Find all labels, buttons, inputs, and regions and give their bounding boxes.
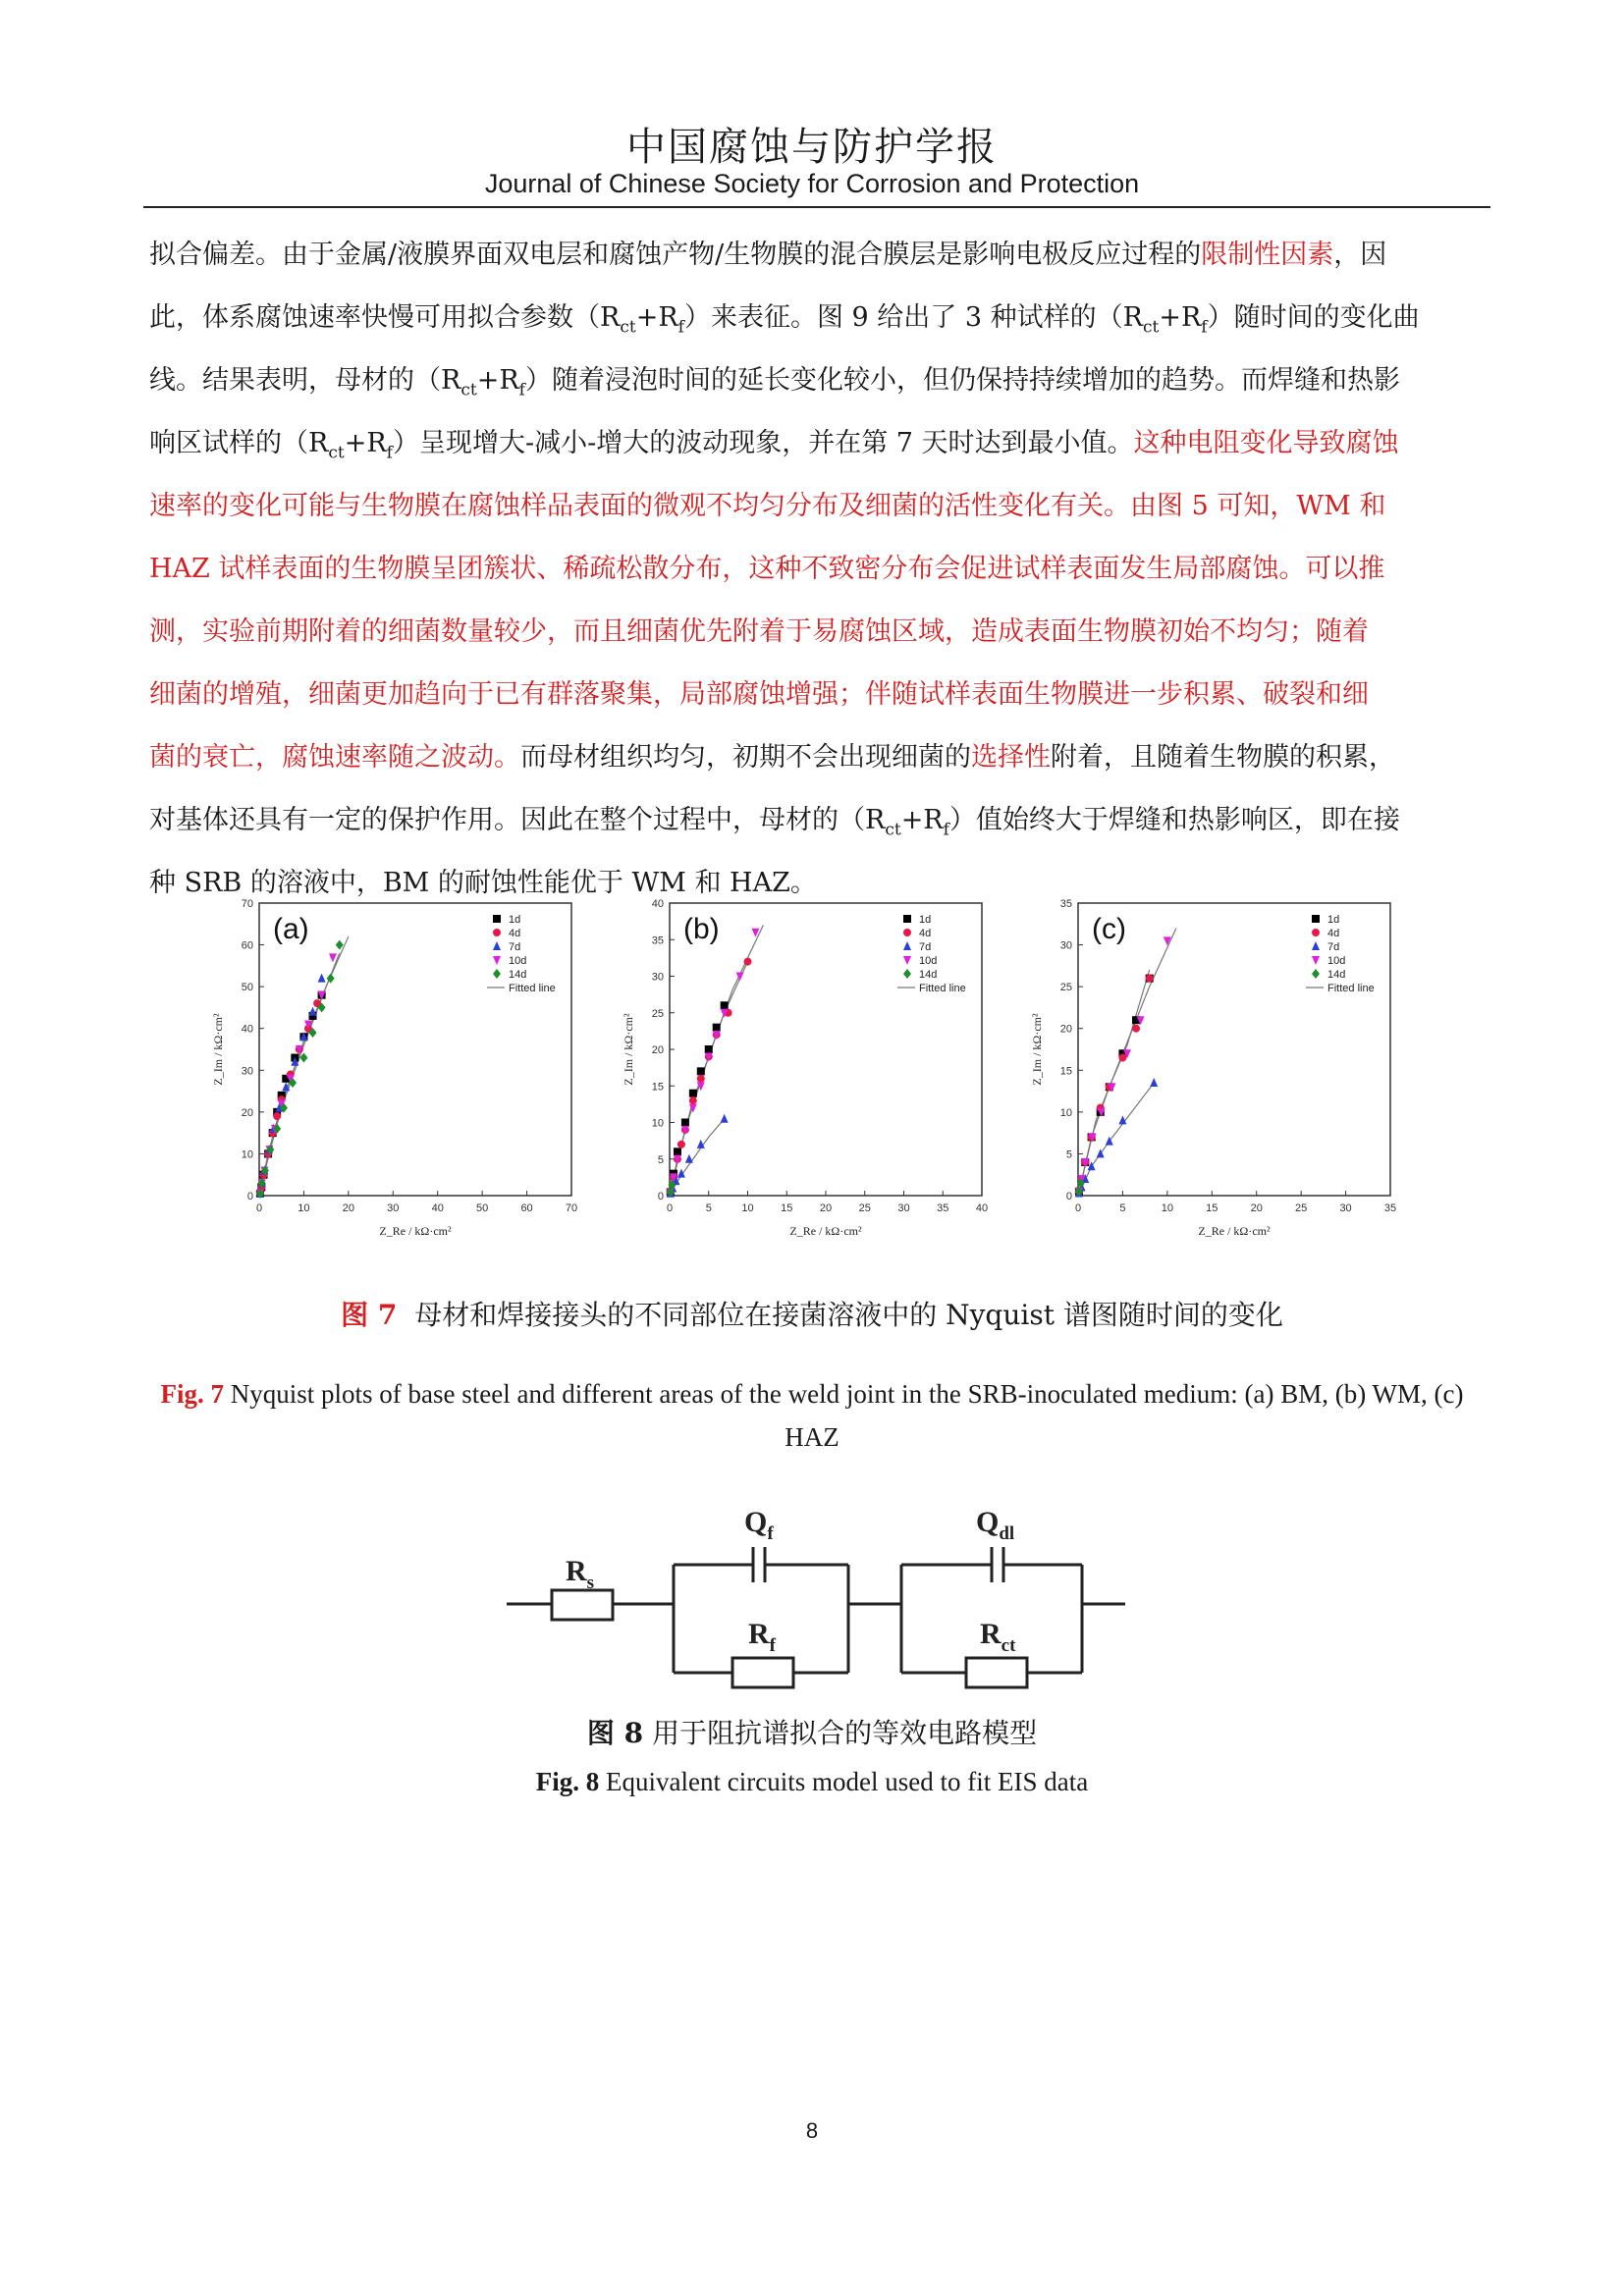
qf-label: $Q_f$ — [744, 1506, 774, 1544]
x-tick-label: 15 — [1206, 1202, 1218, 1214]
fitted-line — [259, 936, 349, 1196]
data-point-4d — [744, 958, 752, 966]
data-point-1d — [689, 1090, 697, 1097]
x-tick-label: 35 — [1383, 1202, 1397, 1214]
equivalent-circuit-diagram — [501, 1496, 1129, 1692]
legend-marker-7d — [903, 941, 911, 950]
legend-label: Fitted line — [1327, 983, 1375, 994]
data-point-7d — [721, 1114, 729, 1123]
legend-marker-14d — [1312, 969, 1320, 979]
y-tick-label: 20 — [1059, 1023, 1072, 1036]
plot-frame — [259, 903, 571, 1196]
x-tick-label: 50 — [476, 1202, 489, 1214]
text-line-8: 细菌的增殖，细菌更加趋向于已有群落聚集，局部腐蚀增强；伴随试样表面生物膜进一步积累、破裂和细 — [149, 679, 1369, 710]
x-tick-label: 0 — [1074, 1202, 1082, 1214]
x-tick-label: 35 — [937, 1202, 949, 1214]
y-tick-label: 10 — [1059, 1106, 1072, 1119]
legend-label: 14d — [509, 969, 527, 981]
y-tick-label: 10 — [651, 1117, 664, 1130]
legend-label: 7d — [919, 941, 932, 953]
panel-label: (a) — [273, 913, 309, 945]
data-point-4d — [1132, 1025, 1140, 1033]
legend-marker-1d — [903, 915, 911, 923]
text-line-4: 响区试样的$(R_{ct}+R_f)$呈现增大-减小-增大的波动现象，并在第 7 天时达到最小值。这种电阻变化导致腐蚀 — [149, 428, 1399, 463]
data-point-4d — [677, 1141, 685, 1148]
data-point-1d — [705, 1045, 713, 1053]
x-tick-label: 10 — [741, 1202, 754, 1214]
data-point-4d — [697, 1075, 705, 1083]
x-tick-label: 20 — [1250, 1202, 1263, 1214]
x-tick-label: 40 — [975, 1202, 989, 1214]
x-tick-label: 15 — [781, 1202, 793, 1214]
data-point-7d — [318, 974, 326, 983]
y-axis-label: Z_Im / kΩ·cm² — [622, 1013, 635, 1086]
legend-label: 10d — [1327, 955, 1346, 967]
x-tick-label: 5 — [705, 1202, 712, 1214]
x-tick-label: 70 — [565, 1202, 578, 1214]
x-tick-label: 30 — [387, 1202, 400, 1214]
legend-marker-1d — [1312, 915, 1320, 923]
legend-label: 1d — [919, 914, 932, 926]
y-tick-label: 5 — [1065, 1148, 1072, 1161]
data-point-14d — [336, 940, 344, 950]
y-tick-label: 0 — [657, 1191, 664, 1202]
legend-label: Fitted line — [509, 983, 556, 994]
x-tick-label: 20 — [819, 1202, 833, 1214]
x-tick-label: 20 — [342, 1202, 354, 1214]
fitted-line — [259, 953, 340, 1196]
figure-7-caption-en: Fig. 7 Nyquist plots of base steel and different areas of the weld joint in the SRB-inoculated medium: (a) BM, (b) WM, (c) HAZ — [160, 1379, 1464, 1452]
nyquist-chart-a — [208, 895, 621, 1258]
panel-label: (b) — [683, 913, 720, 945]
y-tick-label: 15 — [1059, 1065, 1072, 1078]
y-tick-label: 20 — [241, 1106, 253, 1119]
legend-label: 14d — [919, 969, 938, 981]
x-tick-label: 40 — [431, 1202, 444, 1214]
y-axis-label: Z_Im / kΩ·cm² — [211, 1013, 225, 1086]
x-tick-label: 0 — [666, 1202, 674, 1214]
x-tick-label: 10 — [1161, 1202, 1173, 1214]
text-line-2: 此，体系腐蚀速率快慢可用拟合参数$(R_{ct}+R_f)$来表征。图 9 给出了 3 种试样的$(R_{ct}+R_f)$随时间的变化曲 — [149, 302, 1420, 338]
y-tick-label: 20 — [651, 1044, 664, 1056]
x-tick-label: 30 — [897, 1202, 910, 1214]
legend-marker-10d — [493, 956, 501, 965]
figure-8-caption-en: Fig. 8 Equivalent circuits model used to fit EIS data — [535, 1767, 1089, 1796]
legend-label: 1d — [1327, 914, 1340, 926]
legend-label: 10d — [509, 955, 527, 967]
text-line-10: 对基体还具有一定的保护作用。因此在整个过程中，母材的$(R_{ct}+R_f)$值始终大于焊缝和热影响区，即在接 — [149, 805, 1400, 840]
legend-marker-14d — [903, 969, 911, 979]
data-point-10d — [329, 953, 337, 962]
legend-marker-7d — [1312, 941, 1320, 950]
text-line-3: 线。结果表明，母材的$(R_{ct}+R_f)$随着浸泡时间的延长变化较小，但仍保持持续增加的趋势。而焊缝和热影 — [149, 365, 1400, 400]
rs-label: $R_s$ — [566, 1555, 595, 1593]
figure-7-charts — [208, 895, 1455, 1258]
text-line-11: 种 SRB 的溶液中，BM 的耐蚀性能优于 WM 和 HAZ。 — [149, 868, 817, 898]
legend-marker-7d — [493, 941, 501, 950]
journal-title-en: Journal of Chinese Society for Corrosion and Protection — [484, 169, 1140, 198]
rct-label: $R_{ct}$ — [980, 1618, 1016, 1656]
y-tick-label: 35 — [1059, 898, 1072, 910]
x-tick-label: 25 — [858, 1202, 871, 1214]
legend-label: 4d — [509, 928, 521, 939]
data-point-1d — [713, 1024, 721, 1032]
y-tick-label: 30 — [1059, 939, 1072, 952]
y-tick-label: 40 — [241, 1023, 253, 1036]
data-point-4d — [1118, 1054, 1126, 1062]
y-tick-label: 30 — [651, 971, 664, 984]
data-point-1d — [674, 1148, 681, 1155]
text-line-5: 速率的变化可能与生物膜在腐蚀样品表面的微观不均匀分布及细菌的活性变化有关。由图 5 可知，WM 和 — [149, 491, 1386, 521]
y-tick-label: 50 — [241, 982, 253, 994]
body-paragraph — [149, 224, 1487, 915]
legend-label: 4d — [1327, 928, 1340, 939]
text-line-6: HAZ 试样表面的生物膜呈团簇状、稀疏松散分布，这种不致密分布会促进试样表面发生局部腐蚀。可以推 — [149, 554, 1385, 584]
data-point-7d — [1150, 1078, 1158, 1087]
legend-marker-10d — [1312, 956, 1320, 965]
y-tick-label: 60 — [241, 939, 253, 952]
data-point-1d — [721, 1001, 729, 1009]
x-axis-label: Z_Re / kΩ·cm² — [789, 1224, 862, 1238]
legend-label: 7d — [1327, 941, 1340, 953]
legend-label: 1d — [509, 914, 521, 926]
y-tick-label: 40 — [651, 898, 664, 910]
fitted-line — [1078, 929, 1176, 1196]
x-axis-label: Z_Re / kΩ·cm² — [379, 1224, 452, 1238]
x-tick-label: 0 — [255, 1202, 263, 1214]
x-tick-label: 10 — [298, 1202, 310, 1214]
y-tick-label: 25 — [651, 1007, 664, 1020]
text-line-1: 拟合偏差。由于金属/液膜界面双电层和腐蚀产物/生物膜的混合膜层是影响电极反应过程的限制性因素，因 — [149, 240, 1387, 270]
data-point-4d — [273, 1112, 281, 1120]
nyquist-chart-b — [619, 895, 1031, 1258]
journal-title-cn: 中国腐蚀与防护学报 — [626, 125, 998, 170]
y-tick-label: 25 — [1059, 982, 1072, 994]
rf-label: $R_f$ — [748, 1618, 776, 1656]
data-point-7d — [677, 1169, 685, 1178]
legend-label: 10d — [919, 955, 938, 967]
legend-label: 14d — [1327, 969, 1346, 981]
y-tick-label: 15 — [651, 1081, 664, 1094]
panel-label: (c) — [1092, 913, 1126, 945]
text-line-7: 测，实验前期附着的细菌数量较少，而且细菌优先附着于易腐蚀区域，造成表面生物膜初始不均匀；随着 — [149, 616, 1369, 647]
legend-label: 4d — [919, 928, 932, 939]
legend-label: 7d — [509, 941, 521, 953]
plot-frame — [670, 903, 982, 1196]
y-tick-label: 10 — [241, 1148, 253, 1161]
qdl-label: $Q_{dl}$ — [976, 1506, 1015, 1544]
y-tick-label: 5 — [657, 1153, 664, 1166]
legend-marker-10d — [903, 956, 911, 965]
figure-8-caption-cn: 图 8 用于阻抗谱拟合的等效电路模型 — [586, 1717, 1038, 1749]
data-point-1d — [697, 1067, 705, 1075]
data-point-1d — [681, 1119, 689, 1127]
header-rule — [143, 206, 1490, 208]
data-point-4d — [1146, 975, 1154, 983]
data-point-4d — [689, 1096, 697, 1104]
x-tick-label: 30 — [1339, 1202, 1352, 1214]
nyquist-chart-c — [1027, 895, 1439, 1258]
x-tick-label: 25 — [1295, 1202, 1308, 1214]
text-line-9: 菌的衰亡，腐蚀速率随之波动。而母材组织均匀，初期不会出现细菌的选择性附着，且随着生物膜的积累， — [149, 742, 1395, 773]
fitted-line — [670, 925, 763, 1196]
fitted-line — [670, 962, 748, 1196]
y-tick-label: 70 — [241, 898, 253, 910]
legend-marker-4d — [493, 929, 501, 936]
legend-marker-4d — [903, 929, 911, 936]
figure-7-caption-cn: 图 7 母材和焊接接头的不同部位在接菌溶液中的 Nyquist 谱图随时间的变化 — [341, 1299, 1283, 1331]
legend-marker-1d — [493, 915, 501, 923]
x-axis-label: Z_Re / kΩ·cm² — [1198, 1224, 1271, 1238]
data-point-7d — [685, 1154, 693, 1163]
page-number: 8 — [805, 2118, 819, 2143]
x-tick-label: 5 — [1119, 1202, 1126, 1214]
legend-label: Fitted line — [919, 983, 966, 994]
y-tick-label: 30 — [241, 1065, 253, 1078]
y-axis-label: Z_Im / kΩ·cm² — [1030, 1013, 1044, 1086]
y-tick-label: 0 — [1065, 1191, 1072, 1202]
y-tick-label: 0 — [246, 1191, 253, 1202]
y-tick-label: 35 — [651, 934, 664, 947]
x-tick-label: 60 — [520, 1202, 533, 1214]
legend-marker-14d — [493, 969, 501, 979]
legend-marker-4d — [1312, 929, 1320, 936]
